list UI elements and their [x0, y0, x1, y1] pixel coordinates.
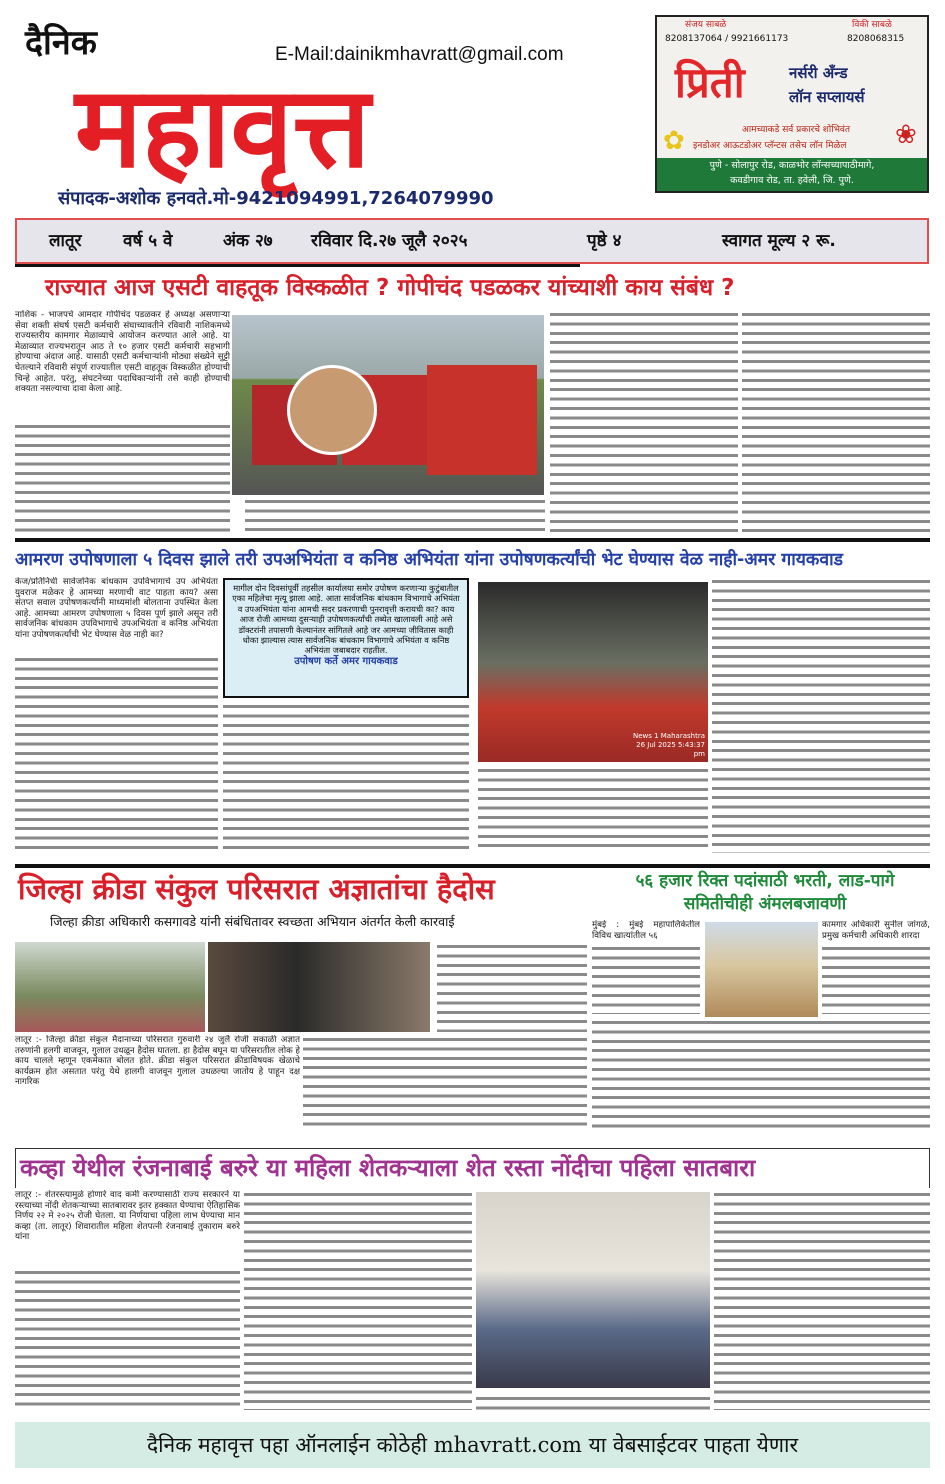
info-issue: अंक २७ — [223, 231, 273, 251]
ad-line-wrap — [789, 63, 919, 83]
story3-body — [303, 1035, 587, 1130]
quote-text: मागील दोन दिवसांपूर्वी तहसील कार्यालया समोर उपोषण करणाऱ्या कुटुंबातील एका महिलेचा मृत्यू झाला आहे. आता सार्वजनिक बांधकाम विभागाचे अभियंता व उपअभियंता यांना आमची सदर प्रकरणाची पुनरावृत्ती करायची का? काय आज रोजी आमच्या दुसऱ्याही उपोषणकर्त्यांची तब्येत खालावली आहे असे डॉक्टरांनी तपासणी केल्यानंतर सांगितले आहे जर आमच्या जीवितास काही धोका झाल्यास त्यास सार्वजनिक बांधकाम विभागाचे अभियंता व कनिष्ठ अभियंता जबाबदार राहतील. — [232, 583, 460, 656]
ad-address — [657, 158, 927, 191]
story3-headline[interactable]: जिल्हा क्रीडा संकुल परिसरात अज्ञातांचा हैदोस — [18, 872, 495, 906]
ad-address-line-wrap — [657, 173, 927, 188]
ad-tagline-wrap — [701, 125, 891, 136]
story1-body — [15, 422, 230, 532]
story4-body — [592, 944, 700, 1014]
ad-brand-wrap — [675, 53, 775, 113]
story4-photo-bmc — [705, 922, 818, 1017]
story3-photo-1 — [15, 942, 205, 1032]
story5-body — [714, 1190, 930, 1410]
nursery-ad[interactable] — [655, 15, 929, 193]
story5-photo-ceremony — [476, 1192, 710, 1388]
story5-lead: लातूर :- शेतरस्त्यामुळे होणारे वाद कमी करण्यासाठी राज्य सरकारने या रस्त्याच्या नोंदी शेतकऱ्याच्या सातबारावर इतर हक्कात घेण्याचा ऐतिहासिक निर्णय २२ मे २०२५ रोजी घेतला. या निर्णयाचा पहिला लाभ घेण्याचा मान कव्हा (ता. लातूर) शिवारातील महिला शेतपत्नी रंजनाबाई तुकाराम बरुरे यांना — [15, 1190, 240, 1243]
ad-contact-phone: 8208137064 / 9921661173 — [665, 34, 789, 44]
photo-timestamp: News 1 Maharashtra 26 Jul 2025 5:43:37 pm — [632, 732, 705, 758]
story5-body — [244, 1190, 472, 1410]
ad-address-line-wrap — [657, 158, 927, 173]
story4-lead: मुंबई : मुंबई महापालिकेतील विविध खात्यांतील ५६ — [592, 920, 700, 941]
story1-body — [742, 310, 930, 532]
story1-headline[interactable]: राज्यात आज एसटी वाहतूक विस्कळीत ? गोपीचंद पडळकर यांच्याशी काय संबंध ? — [45, 275, 735, 301]
story4-headline[interactable]: ५६ हजार रिक्त पदांसाठी भरती, लाड-पागे समितीचीही अंमलबजावणी — [635, 871, 895, 914]
masthead-daily: दैनिक — [25, 23, 97, 63]
ad-brand: प्रिती — [675, 58, 745, 107]
plant-icon: ❀ — [895, 120, 917, 150]
ad-line-wrap — [789, 87, 919, 107]
ad-contact-phone: 8208068315 — [847, 34, 905, 44]
info-city: लातूर — [49, 231, 82, 251]
info-year: वर्ष ५ वे — [123, 231, 173, 251]
info-price: स्वागत मूल्य २ रू. — [722, 231, 836, 251]
masthead-editor-wrap — [58, 188, 643, 210]
masthead-editor: संपादक-अशोक हनवते.मो-9421094991,7264079990 — [58, 188, 494, 209]
info-pages: पृष्ठे ४ — [587, 231, 622, 251]
ad-address-line: पुणे - सोलापुर रोड, काळभोर लॉन्सच्यापाठीमागे, — [709, 160, 875, 171]
ad-tagline: आमच्याकडे सर्व प्रकारचे शोभिवंत — [741, 125, 851, 135]
ad-tagline: इनडोअर आऊटडोअर प्लॅन्टस तसेच लॉन मिळेल — [693, 141, 847, 151]
ad-tagline-wrap — [693, 141, 893, 152]
portrait-inset — [287, 365, 377, 455]
divider — [15, 264, 580, 267]
story1-headline-wrap — [45, 272, 925, 304]
masthead-email[interactable]: E-Mail:dainikmhavratt@gmail.com — [275, 44, 564, 65]
story3-photo-2 — [208, 942, 430, 1032]
info-date: रविवार दि.२७ जूलै २०२५ — [311, 231, 468, 251]
story2-body — [15, 655, 218, 853]
story5-body — [476, 1394, 710, 1410]
story3-headline-wrap — [18, 869, 588, 909]
story5-headline[interactable]: कव्हा येथील रंजनाबाई बरुरे या महिला शेतकऱ्याला शेत रस्ता नोंदीचा पहिला सातबारा — [20, 1154, 756, 1182]
quote-signature: उपोषण कर्ते अमर गायकवाड — [294, 655, 398, 667]
story2-body — [223, 702, 469, 852]
story2-quote-box — [223, 578, 469, 698]
story3-body — [437, 942, 587, 1032]
footer-banner[interactable] — [15, 1422, 930, 1468]
story2-headline[interactable]: आमरण उपोषणाला ५ दिवस झाले तरी उपअभियंता व कनिष्ठ अभियंता यांना उपोषणकर्त्यांची भेट घेण्यास वेळ नाही-अमर गायकवाड — [15, 550, 843, 570]
story2-headline-wrap — [15, 546, 930, 574]
story1-body — [245, 497, 545, 533]
flower-icon: ✿ — [663, 126, 685, 156]
story4-body — [592, 1018, 930, 1130]
story2-lead: केज/प्रतिनिधी सार्वजनिक बांधकाम उपविभागाचे उप अभियंता युवराज मळेकर हे आमच्या मरणाची वाट पाहता काय? असा संतप्त सवाल उपोषणकर्त्यांनी माध्यमांशी बोलताना उपस्थित केला आहे. आमच्या आमरण उपोषणाला ५ दिवस पूर्ण झाले असून तरी सार्वजनिक बांधकाम उपविभागाचे उपअभियंता व कनिष्ठ अभियंता यांना उपोषणकर्त्यांची भेट घेण्यास वेळ नाही का? — [15, 577, 218, 640]
info-bar — [15, 218, 929, 264]
story2-body — [712, 577, 930, 853]
story1-lead: नाशिक - भाजपचे आमदार गोपीचंद पडळकर हे अध्यक्ष असणाऱ्या सेवा शक्ती संघर्ष एसटी कर्मचारी संघाच्यावतीने रविवारी नाशिकमध्ये राज्यस्तरीय कामगार मेळाव्याचे आयोजन करण्यात आले आहे. या मेळाव्यात राज्यभरातून आठ ते १० हजार एसटी कर्मचारी सहभागी होण्याचा अंदाज आहे. यासाठी एसटी कर्मचाऱ्यांनी मोठ्या संख्येने सुट्टी घेतल्याने रविवारी संपूर्ण राज्यातील एसटी वाहतूक विस्कळीत होण्याची चिन्हे आहेत. परंतु, संघटनेच्या पदाधिकाऱ्यांनी तसे काही होण्याची शक्यता नसल्याचा दावा केला आहे. — [15, 310, 230, 395]
story5-body — [15, 1268, 240, 1410]
divider — [15, 538, 930, 542]
ad-line: नर्सरी अँन्ड — [789, 64, 848, 82]
story3-subhead: जिल्हा क्रीडा अधिकारी कसगावडे यांनी संबंधितावर स्वच्छता अभियान अंतर्गत केली कारवाई — [50, 914, 455, 929]
story4-body — [822, 944, 930, 1014]
story5-headline-wrap — [20, 1150, 925, 1186]
story2-body — [478, 766, 708, 853]
ad-contact-name: संजय साबळे — [685, 20, 727, 30]
story2-photo-protest — [478, 582, 708, 762]
masthead-title-wrap — [75, 63, 640, 193]
divider — [15, 864, 930, 868]
footer-text: दैनिक महावृत्त पहा ऑनलाईन कोठेही mhavratt.com या वेबसाईटवर पाहता येणार — [146, 1433, 799, 1457]
story3-lead: लातूर :- जिल्हा क्रीडा संकुल मैदानाच्या परिसरात गुरुवारी २४ जुलै रोजी सकाळी अज्ञात तरुणांनी हलगी वाजवून, गुलाल उधळून हैदोस घातला. हा हैदोस बघून या परिसरातील लोक हे काय चालले म्हणून एकमेकात बोलत होते. क्रीडा संकुल परिसरात क्रीडाविषयक खेळाचे कार्यक्रम होत असतात परंतु येथे हालगी वाजवून गुलाल उधळल्या जातोय हे पाहून दक्ष नागरिक — [15, 1035, 300, 1088]
ad-address-line: कवडीगाव रोड, ता. हवेली, जि. पुणे. — [730, 175, 854, 186]
masthead-title: महावृत्त — [75, 63, 371, 193]
ad-contact-name: विकी साबळे — [852, 20, 892, 30]
story1-body — [550, 310, 738, 532]
story4-right-lead: कामगार अधिकारी सुनील जांगळे, प्रमुख कर्मचारी अधिकारी शारदा — [822, 920, 930, 941]
story1-photo-buses — [232, 315, 544, 495]
ad-line: लॉन सप्लायर्स — [789, 88, 865, 106]
story3-subhead-wrap — [50, 913, 590, 931]
